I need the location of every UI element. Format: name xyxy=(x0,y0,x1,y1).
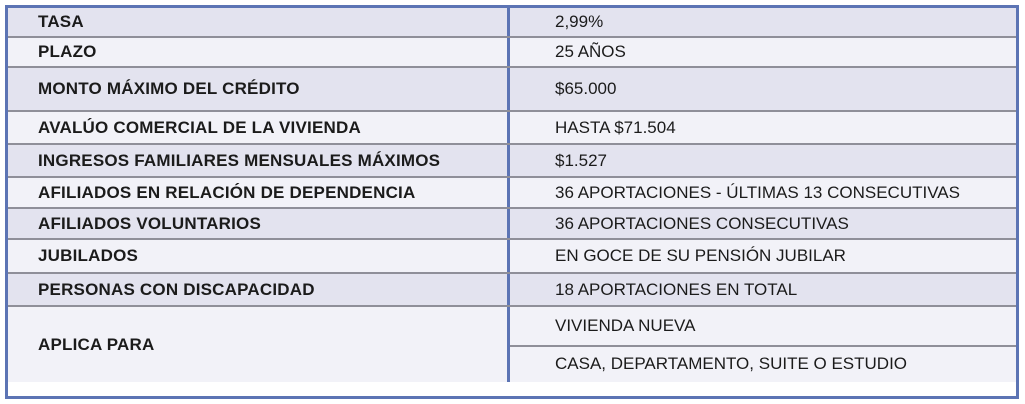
value-afiliados-dependencia: 36 APORTACIONES - ÚLTIMAS 13 CONSECUTIVAS xyxy=(507,178,1016,207)
value-plazo: 25 AÑOS xyxy=(507,38,1016,66)
table-row-monto-maximo xyxy=(8,68,1016,112)
label-jubilados: JUBILADOS xyxy=(8,240,507,272)
label-monto-maximo: MONTO MÁXIMO DEL CRÉDITO xyxy=(8,68,507,110)
table-row-ingresos xyxy=(8,145,1016,178)
table-row-afiliados-dependencia xyxy=(8,178,1016,209)
table-row-jubilados xyxy=(8,240,1016,274)
value-afiliados-voluntarios: 36 APORTACIONES CONSECUTIVAS xyxy=(507,209,1016,238)
value-tasa: 2,99% xyxy=(507,8,1016,36)
value-personas-discapacidad: 18 APORTACIONES EN TOTAL xyxy=(507,274,1016,305)
value-casa-departamento: CASA, DEPARTAMENTO, SUITE O ESTUDIO xyxy=(510,345,1016,383)
loan-terms-table xyxy=(5,5,1019,399)
value-monto-maximo: $65.000 xyxy=(507,68,1016,110)
value-ingresos: $1.527 xyxy=(507,145,1016,176)
label-avaluo: AVALÚO COMERCIAL DE LA VIVIENDA xyxy=(8,112,507,143)
table-row-tasa xyxy=(8,8,1016,38)
label-ingresos: INGRESOS FAMILIARES MENSUALES MÁXIMOS xyxy=(8,145,507,176)
label-afiliados-dependencia: AFILIADOS EN RELACIÓN DE DEPENDENCIA xyxy=(8,178,507,207)
label-plazo: PLAZO xyxy=(8,38,507,66)
value-vivienda-nueva: VIVIENDA NUEVA xyxy=(555,315,696,335)
table-row-personas-discapacidad xyxy=(8,274,1016,307)
value-avaluo: HASTA $71.504 xyxy=(507,112,1016,143)
value-jubilados: EN GOCE DE SU PENSIÓN JUBILAR xyxy=(507,240,1016,272)
label-tasa: TASA xyxy=(8,8,507,36)
label-afiliados-voluntarios: AFILIADOS VOLUNTARIOS xyxy=(8,209,507,238)
table-row-avaluo xyxy=(8,112,1016,145)
table-row-aplica-para xyxy=(8,307,1016,382)
label-aplica-para: APLICA PARA xyxy=(8,307,507,382)
label-personas-discapacidad: PERSONAS CON DISCAPACIDAD xyxy=(8,274,507,305)
table-row-afiliados-voluntarios xyxy=(8,209,1016,240)
aplica-para-values xyxy=(507,307,1016,382)
table-row-plazo xyxy=(8,38,1016,68)
